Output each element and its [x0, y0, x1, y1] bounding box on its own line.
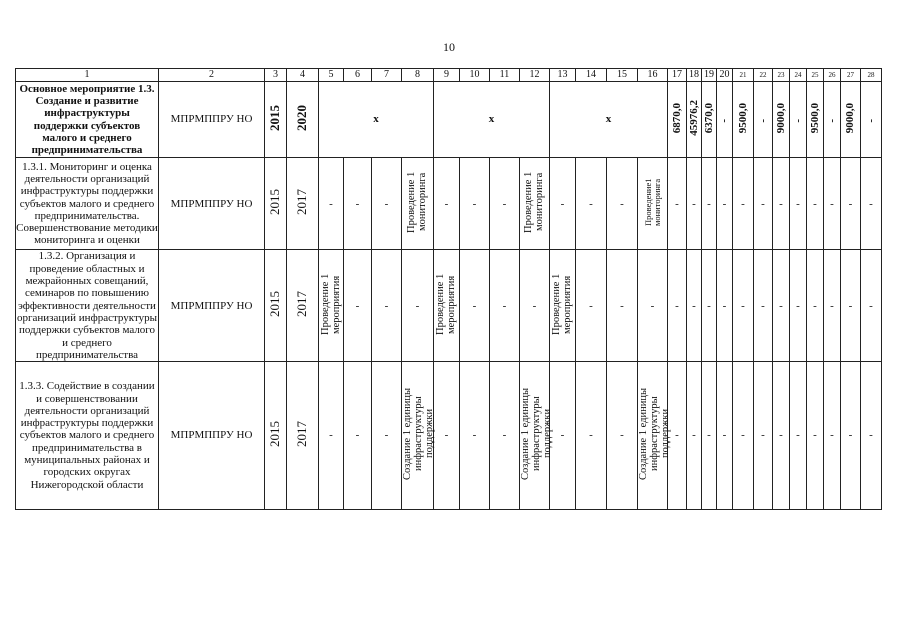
table-row [16, 362, 882, 510]
year-end: 2017 [294, 291, 310, 318]
dash-cell: - [717, 362, 733, 510]
col-header: 20 [717, 69, 733, 82]
event-cell: Проведение 1 мероприятия [319, 273, 342, 335]
dash-cell: - [807, 158, 824, 250]
dash-cell: - [344, 158, 372, 250]
dash-cell: - [687, 158, 702, 250]
dash-cell: - [861, 362, 882, 510]
dash-cell: - [490, 250, 520, 362]
event-cell: Создание 1 единицы инфраструктуры поддержки [402, 387, 436, 480]
col-header: 22 [754, 69, 773, 82]
dash-cell: - [460, 362, 490, 510]
dash-cell: - [702, 362, 717, 510]
table-row [16, 158, 882, 250]
event-cell: Проведение 1 мероприятия [551, 273, 574, 335]
dash-cell: - [717, 250, 733, 362]
dash-cell: - [668, 158, 687, 250]
dash-cell: - [460, 158, 490, 250]
col-header: 15 [607, 69, 638, 82]
dash-cell: - [576, 158, 607, 250]
dash-cell: - [687, 250, 702, 362]
value-cell: 9000,0 [774, 102, 787, 133]
col-header: 12 [520, 69, 550, 82]
col-header: 7 [372, 69, 402, 82]
col-header: 13 [550, 69, 576, 82]
year-start: 2015 [267, 420, 283, 447]
dash-cell: - [607, 158, 638, 250]
dash-cell: - [790, 250, 807, 362]
col-header: 26 [824, 69, 841, 82]
dash-cell: - [754, 250, 773, 362]
dash-cell: - [773, 158, 790, 250]
dash-cell: - [790, 362, 807, 510]
dash-cell: - [576, 250, 607, 362]
activity-name: 1.3.3. Содействие в создании и совершенствовании деятельности организаций инфраструктуры поддержки субъектов малого и среднего предпринимательства в муниципальных районах и городских округах Нижегородской области [16, 362, 159, 510]
page-number: 10 [443, 40, 455, 54]
event-cell: Проведение1 мониторинга [642, 178, 662, 226]
mark-cell: х [319, 82, 434, 158]
col-header: 2 [159, 69, 265, 82]
year-end: 2017 [294, 420, 310, 447]
event-cell: Создание 1 единицы инфраструктуры поддержки [638, 387, 672, 480]
value-cell: - [864, 118, 877, 123]
value-cell: 9500,0 [736, 102, 749, 133]
col-header: 11 [490, 69, 520, 82]
value-cell: 6370,0 [702, 102, 715, 133]
executor: МПРМППРУ НО [159, 158, 265, 250]
value-cell: - [791, 118, 804, 123]
dash-cell: - [841, 158, 861, 250]
dash-cell: - [861, 158, 882, 250]
col-header: 19 [702, 69, 717, 82]
dash-cell: - [773, 362, 790, 510]
value-cell: - [718, 118, 731, 123]
event-cell: Проведение 1 мероприятия [435, 273, 458, 335]
value-cell: - [825, 118, 838, 123]
dash-cell: - [607, 250, 638, 362]
dash-cell: - [841, 250, 861, 362]
value-cell: 6870,0 [670, 102, 683, 133]
dash-cell: - [790, 158, 807, 250]
dash-cell: - [638, 250, 668, 362]
dash-cell: - [402, 250, 434, 362]
col-header: 23 [773, 69, 790, 82]
dash-cell: - [861, 250, 882, 362]
dash-cell: - [702, 158, 717, 250]
value-cell: 9000,0 [844, 102, 857, 133]
dash-cell: - [344, 362, 372, 510]
dash-cell: - [702, 250, 717, 362]
activity-name: 1.3.1. Мониторинг и оценка деятельности организаций инфраструктуры поддержки субъектов малого и среднего предпринимательства. Совершенствование методики мониторинга и оценки [16, 158, 159, 250]
dash-cell: - [717, 158, 733, 250]
plan-table [15, 68, 882, 510]
event-cell: Проведение 1 мониторинга [523, 171, 546, 233]
dash-cell: - [460, 250, 490, 362]
dash-cell: - [576, 362, 607, 510]
col-header: 9 [434, 69, 460, 82]
col-header: 25 [807, 69, 824, 82]
dash-cell: - [668, 250, 687, 362]
dash-cell: - [434, 362, 460, 510]
col-header: 6 [344, 69, 372, 82]
dash-cell: - [668, 362, 687, 510]
col-header: 10 [460, 69, 490, 82]
event-cell: Проведение 1 мониторинга [406, 171, 429, 233]
dash-cell: - [733, 250, 754, 362]
col-header: 21 [733, 69, 754, 82]
value-cell: 45976,2 [687, 99, 700, 136]
dash-cell: - [372, 250, 402, 362]
dash-cell: - [372, 158, 402, 250]
year-start: 2015 [267, 291, 283, 318]
col-header: 16 [638, 69, 668, 82]
mark-cell: х [550, 82, 668, 158]
dash-cell: - [824, 250, 841, 362]
col-header: 18 [687, 69, 702, 82]
table-row [16, 82, 882, 158]
col-header: 28 [861, 69, 882, 82]
dash-cell: - [550, 362, 576, 510]
dash-cell: - [824, 158, 841, 250]
activity-name: 1.3.2. Организация и проведение областных и межрайонных совещаний, семинаров по повышению эффективности деятельности организаций инфраструктуры поддержки субъектов малого и среднего предпринимательства [16, 250, 158, 361]
dash-cell: - [319, 158, 344, 250]
dash-cell: - [754, 158, 773, 250]
dash-cell: - [807, 250, 824, 362]
col-header: 8 [402, 69, 434, 82]
dash-cell: - [841, 362, 861, 510]
dash-cell: - [434, 158, 460, 250]
dash-cell: - [687, 362, 702, 510]
dash-cell: - [344, 250, 372, 362]
col-header: 14 [576, 69, 607, 82]
col-header: 5 [319, 69, 344, 82]
executor: МПРМППРУ НО [159, 82, 265, 158]
dash-cell: - [490, 158, 520, 250]
dash-cell: - [824, 362, 841, 510]
header-row [16, 69, 882, 82]
dash-cell: - [372, 362, 402, 510]
year-start: 2015 [267, 189, 283, 215]
col-header: 4 [287, 69, 319, 82]
col-header: 27 [841, 69, 861, 82]
table-row [16, 250, 882, 362]
value-cell: - [756, 118, 769, 123]
year-end: 2020 [294, 104, 310, 131]
dash-cell: - [754, 362, 773, 510]
value-cell: 9500,0 [808, 102, 821, 133]
executor: МПРМППРУ НО [159, 362, 265, 510]
dash-cell: - [490, 362, 520, 510]
dash-cell: - [807, 362, 824, 510]
year-end: 2017 [294, 189, 310, 215]
col-header: 17 [668, 69, 687, 82]
year-start: 2015 [267, 104, 283, 131]
col-header: 24 [790, 69, 807, 82]
activity-name: Основное мероприятие 1.3. Создание и развитие инфраструктуры поддержки субъектов малого и среднего предпринимательства [16, 82, 159, 158]
executor: МПРМППРУ НО [159, 250, 265, 362]
dash-cell: - [550, 158, 576, 250]
col-header: 1 [16, 69, 159, 82]
event-cell: Создание 1 единицы инфраструктуры поддержки [520, 387, 554, 480]
dash-cell: - [773, 250, 790, 362]
dash-cell: - [733, 158, 754, 250]
dash-cell: - [607, 362, 638, 510]
mark-cell: х [434, 82, 550, 158]
col-header: 3 [265, 69, 287, 82]
dash-cell: - [319, 362, 344, 510]
dash-cell: - [733, 362, 754, 510]
dash-cell: - [520, 250, 550, 362]
